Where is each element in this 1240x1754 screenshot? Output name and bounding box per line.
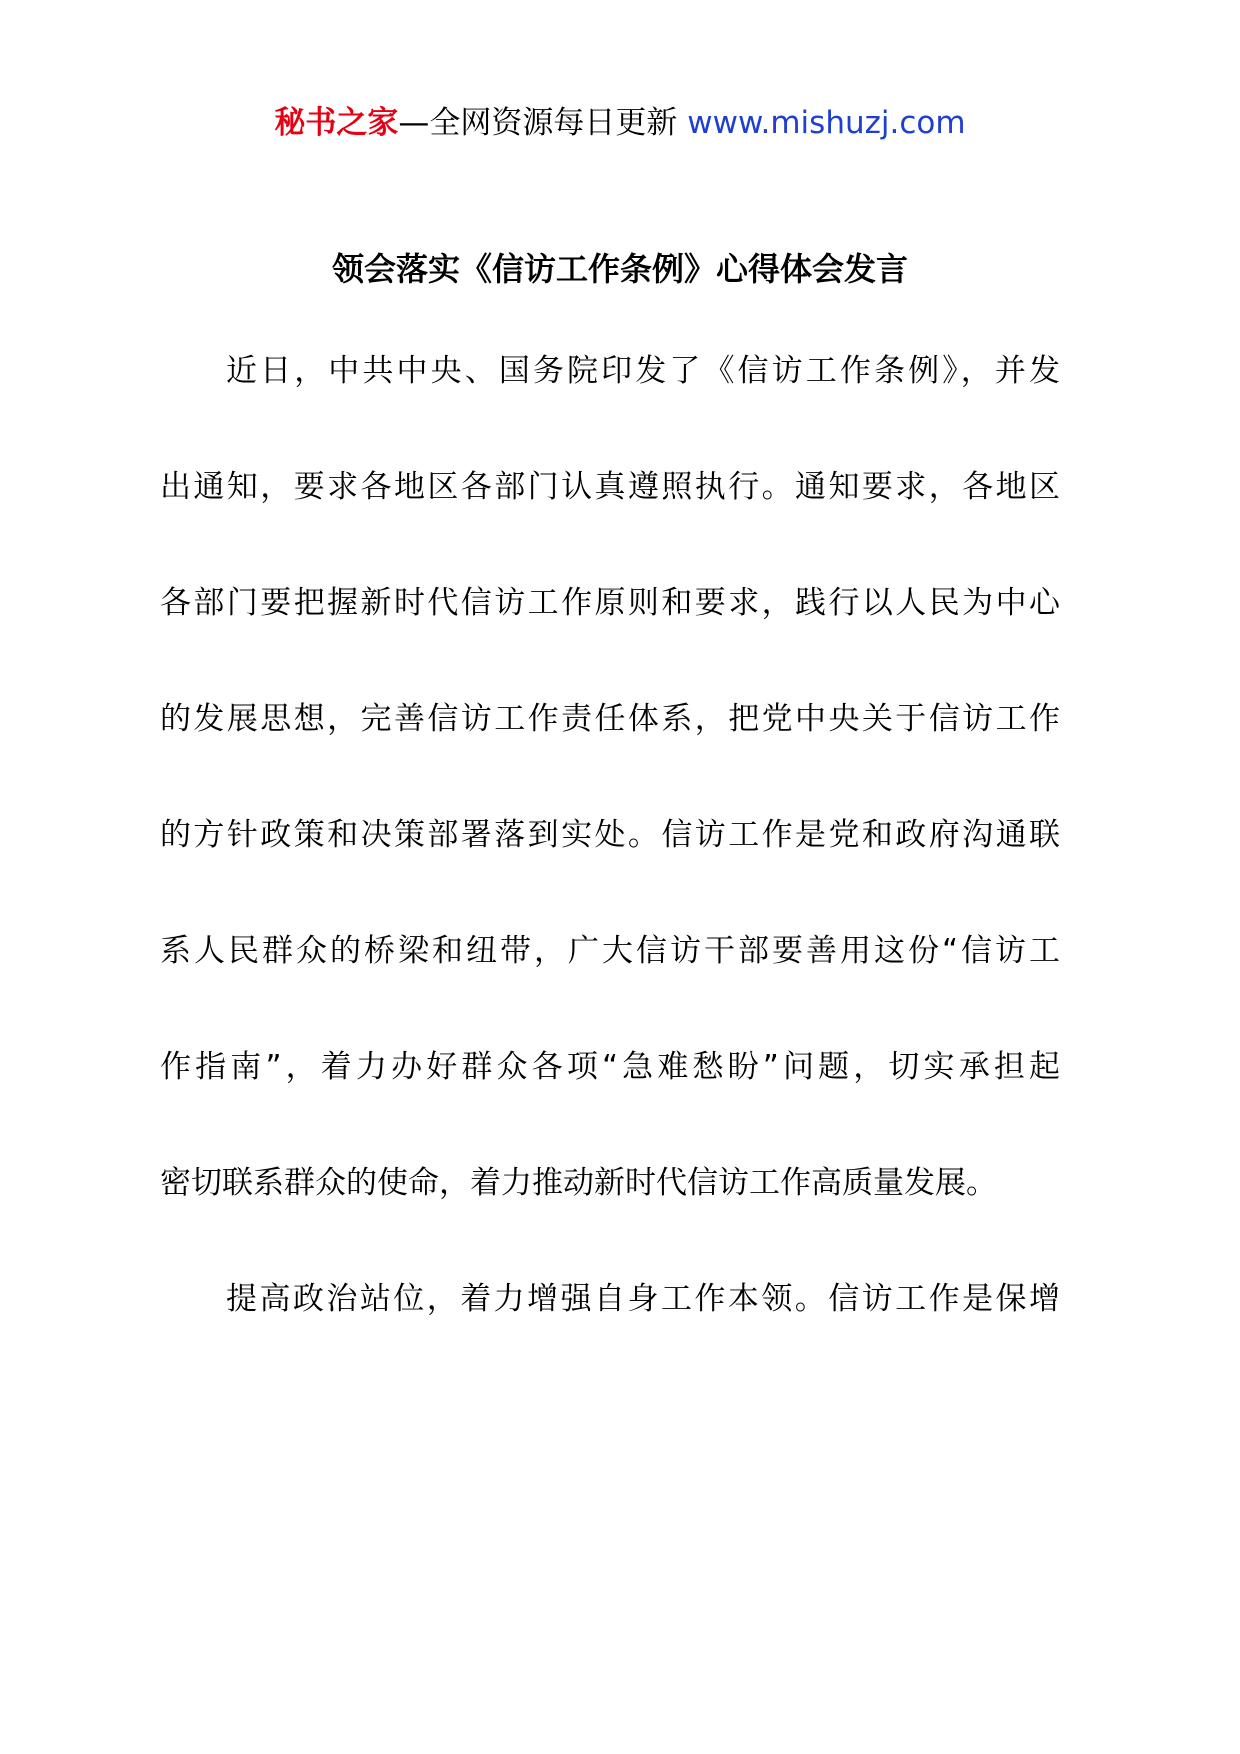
paragraph-1-line-5: 的方针政策和决策部署落到实处。信访工作是党和政府沟通联 [160,817,1060,853]
paragraph-1-line-2: 出通知，要求各地区各部门认真遵照执行。通知要求，各地区 [160,469,1060,505]
paragraph-1-line-6: 系人民群众的桥梁和纽带，广大信访干部要善用这份“信访工 [160,933,1060,969]
brand-name: 秘书之家 [274,105,399,141]
paragraph-1-line-8: 密切联系群众的使命，着力推动新时代信访工作高质量发展。 [160,1165,997,1201]
document-title: 领会落实《信访工作条例》心得体会发言 [331,250,908,288]
header-tagline: —全网资源每日更新 [398,105,678,141]
site-url-link[interactable]: www.mishuzj.com [687,105,966,141]
paragraph-1-line-3: 各部门要把握新时代信访工作原则和要求，践行以人民为中心 [160,585,1060,621]
paragraph-1-line-7: 作指南”，着力办好群众各项“急难愁盼”问题，切实承担起 [160,1049,1060,1085]
paragraph-1-line-1: 近日，中共中央、国务院印发了《信访工作条例》，并发 [226,353,1060,389]
paragraph-1-line-4: 的发展思想，完善信访工作责任体系，把党中央关于信访工作 [160,701,1060,737]
paragraph-2-line-1: 提高政治站位，着力增强自身工作本领。信访工作是保增 [226,1281,1060,1317]
site-header [0,100,1240,146]
